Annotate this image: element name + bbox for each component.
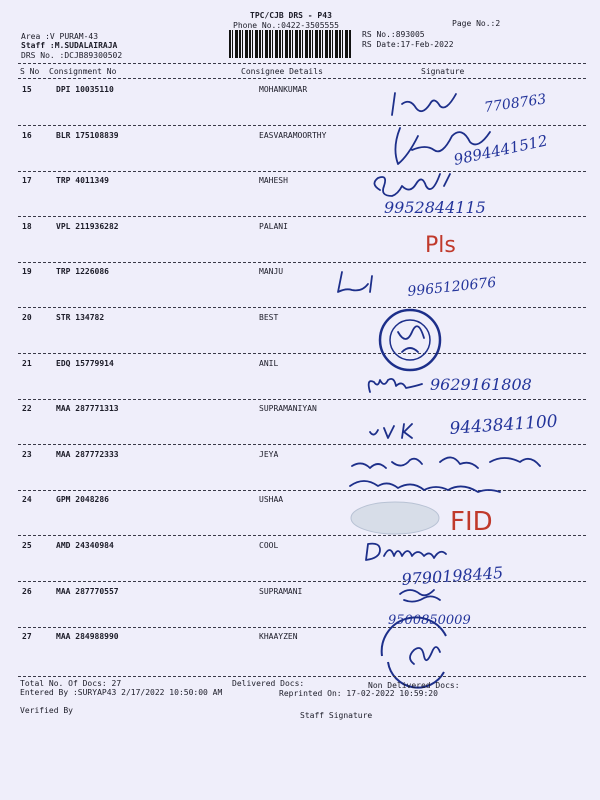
divider [18, 676, 586, 677]
consignment-number: MAA 287771313 [56, 404, 119, 413]
consignment-number: MAA 284988990 [56, 632, 119, 641]
consignee-name: MANJU [259, 267, 284, 276]
consignment-number: DPI 10035110 [56, 85, 114, 94]
document-title: TPC/CJB DRS - P43 [250, 11, 332, 20]
delivered-docs: Delivered Docs: [232, 679, 305, 688]
phone-number: Phone No.:0422-3505555 [233, 21, 339, 30]
consignment-number: EDQ 15779914 [56, 359, 114, 368]
consignee-name: KHAAYZEN [259, 632, 298, 641]
signature-23 [352, 457, 540, 468]
serial-number: 18 [22, 222, 32, 231]
handwritten-note-18: Pls [425, 233, 456, 258]
serial-number: 24 [22, 495, 32, 504]
consignee-name: MAHESH [259, 176, 288, 185]
thumbprint-24 [351, 502, 439, 534]
consignee-name: JEYA [259, 450, 279, 459]
signature-23-line2 [350, 481, 500, 492]
signature-21 [369, 379, 422, 392]
handwritten-number-25: 9790198445 [400, 562, 504, 589]
col-header-consignee: Consignee Details [241, 67, 323, 76]
total-docs: Total No. Of Docs: 27 [20, 679, 122, 688]
handwritten-number-22: 9443841100 [448, 411, 559, 439]
staff-field: Staff :M.SUDALAIRAJA [21, 41, 118, 50]
handwritten-number-19: 9965120676 [406, 274, 498, 300]
consignee-name: PALANI [259, 222, 288, 231]
staff-signature: Staff Signature [300, 711, 373, 720]
signature-22 [370, 424, 412, 438]
col-header-consignment: Consignment No [49, 67, 117, 76]
drs-number: DRS No. :DCJB89300502 [21, 51, 123, 60]
signature-19 [338, 272, 372, 292]
serial-number: 26 [22, 587, 32, 596]
serial-number: 16 [22, 131, 32, 140]
consignment-number: MAA 287772333 [56, 450, 119, 459]
consignment-number: GPM 2048286 [56, 495, 109, 504]
consignee-name: MOHANKUMAR [259, 85, 308, 94]
consignee-name: SUPRAMANI [259, 587, 303, 596]
handwritten-number-16: 9894441512 [452, 131, 550, 169]
entered-by: Entered By :SURYAP43 2/17/2022 10:50:00 AM [20, 688, 223, 697]
reprinted-on: Reprinted On: 17-02-2022 10:59:20 [279, 689, 438, 698]
col-header-sno: S No [20, 67, 40, 76]
verified-by: Verified By [20, 706, 73, 715]
serial-number: 21 [22, 359, 32, 368]
consignee-name: ANIL [259, 359, 279, 368]
serial-number: 25 [22, 541, 32, 550]
consignment-number: TRP 1226086 [56, 267, 109, 276]
serial-number: 27 [22, 632, 32, 641]
col-header-signature: Signature [421, 67, 465, 76]
serial-number: 19 [22, 267, 32, 276]
consignee-name: COOL [259, 541, 279, 550]
handwritten-number-15: 7708763 [483, 91, 548, 116]
consignment-number: STR 134782 [56, 313, 105, 322]
serial-number: 22 [22, 404, 32, 413]
page-number: Page No.:2 [452, 19, 501, 28]
signature-25 [366, 544, 446, 560]
consignment-number: VPL 211936282 [56, 222, 119, 231]
consignee-name: SUPRAMANIYAN [259, 404, 317, 413]
area-field: Area :V PURAM-43 [21, 32, 99, 41]
consignment-number: TRP 4011349 [56, 176, 109, 185]
consignment-number: BLR 175108839 [56, 131, 119, 140]
serial-number: 20 [22, 313, 32, 322]
consignee-name: BEST [259, 313, 279, 322]
signature-15 [392, 93, 456, 115]
signature-17 [374, 174, 450, 196]
consignee-name: USHAA [259, 495, 284, 504]
handwritten-number-21: 9629161808 [430, 375, 532, 394]
handwritten-number-17: 9952844115 [384, 198, 486, 217]
consignee-name: EASVARAMOORTHY [259, 131, 327, 140]
stamp-20 [380, 310, 440, 370]
non-delivered-docs: Non Delivered Docs: [368, 681, 460, 690]
consignment-number: AMD 24340984 [56, 541, 114, 550]
handwritten-note-24: FID [450, 507, 493, 537]
serial-number: 23 [22, 450, 32, 459]
rs-number: RS No.:893005 [362, 30, 425, 39]
serial-number: 17 [22, 176, 32, 185]
rs-date: RS Date:17-Feb-2022 [362, 40, 454, 49]
signature-26 [400, 590, 440, 602]
handwritten-number-26: 9500850009 [388, 613, 471, 628]
consignment-number: MAA 287770557 [56, 587, 119, 596]
serial-number: 15 [22, 85, 32, 94]
